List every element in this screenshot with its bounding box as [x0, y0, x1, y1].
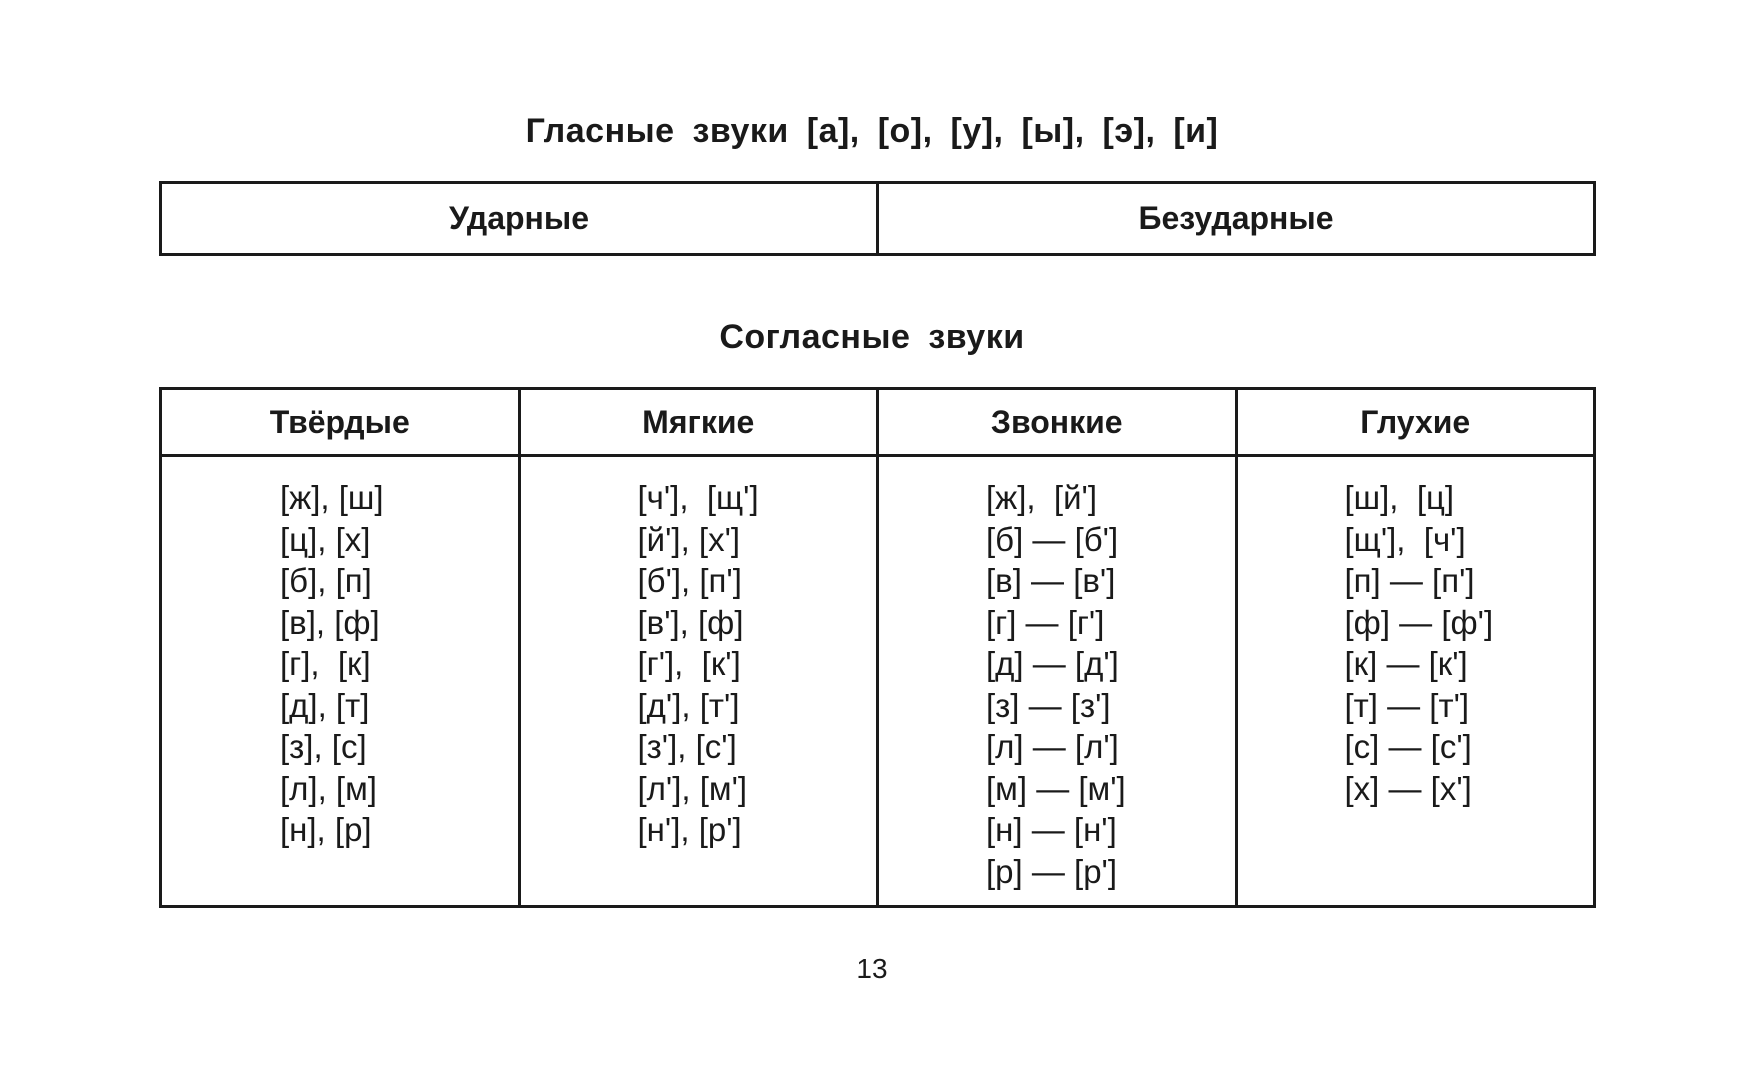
sound-pair: [х] — [х']	[1344, 769, 1472, 807]
sound-pair: [р] — [р']	[986, 852, 1118, 890]
soft-column	[519, 456, 878, 907]
sound-pair: [ц], [х]	[280, 520, 371, 558]
consonants-body-row	[161, 456, 1595, 907]
voiced-column	[878, 456, 1237, 907]
sound-pair: [ф] — [ф']	[1344, 603, 1494, 641]
sound-pair: [г], [к]	[280, 645, 371, 682]
sound-pair: [ч'], [щ']	[637, 479, 759, 516]
sound-pair: [л] — [л']	[986, 728, 1119, 765]
sound-pair: [в'], [ф]	[637, 603, 744, 641]
sound-pair: [ж], [ш]	[280, 479, 384, 516]
sound-pair: [п] — [п']	[1344, 562, 1475, 599]
consonants-header-row	[161, 389, 1595, 456]
sound-pair: [б] — [б']	[986, 520, 1119, 558]
header-unstressed: Безударные	[878, 183, 1595, 255]
sound-pair: [й'], [х']	[637, 520, 741, 558]
sound-pair: [з'], [с']	[637, 728, 737, 765]
sound-pair: [б'], [п']	[637, 562, 742, 599]
header-stressed: Ударные	[161, 183, 878, 255]
soft-list	[521, 477, 877, 851]
header-voiced: Звонкие	[878, 389, 1237, 456]
sound-pair: [ш], [ц]	[1344, 479, 1455, 516]
sound-pair: [б], [п]	[280, 562, 372, 599]
sound-pair: [г'], [к']	[637, 645, 741, 682]
page-number: 13	[856, 953, 888, 984]
header-hard: Твёрдые	[161, 389, 520, 456]
voiceless-list	[1238, 477, 1594, 809]
sound-pair: [щ'], [ч']	[1344, 520, 1466, 558]
sound-pair: [д] — [д']	[986, 645, 1119, 682]
sound-pair: [н] — [н']	[986, 811, 1117, 848]
sound-pair: [л], [м]	[280, 769, 377, 807]
sound-pair: [ж], [й']	[986, 479, 1097, 516]
sound-pair: [д'], [т']	[637, 686, 740, 724]
sound-pair: [в], [ф]	[280, 603, 380, 641]
sound-pair: [м] — [м']	[986, 769, 1126, 807]
sound-pair: [н], [р]	[280, 811, 372, 848]
vowels-table	[159, 181, 1596, 256]
sound-pair: [з], [с]	[280, 728, 367, 765]
consonants-table	[159, 387, 1596, 908]
sound-pair: [г] — [г']	[986, 603, 1105, 641]
sound-pair: [с] — [с']	[1344, 728, 1472, 765]
sound-pair: [н'], [р']	[637, 811, 742, 848]
hard-column	[161, 456, 520, 907]
header-soft: Мягкие	[519, 389, 878, 456]
voiceless-column	[1236, 456, 1595, 907]
header-voiceless: Глухие	[1236, 389, 1595, 456]
vowels-title: Гласные звуки [а], [о], [у], [ы], [э], [и]	[525, 112, 1219, 150]
sound-pair: [т] — [т']	[1344, 686, 1470, 724]
sound-pair: [к] — [к']	[1344, 645, 1468, 682]
voiced-list	[879, 477, 1235, 892]
sound-pair: [д], [т]	[280, 686, 370, 724]
hard-list	[162, 477, 518, 851]
vowels-header-row	[161, 183, 1595, 255]
sound-pair: [л'], [м']	[637, 769, 748, 807]
sound-pair: [з] — [з']	[986, 686, 1111, 724]
sound-pair: [в] — [в']	[986, 562, 1116, 599]
consonants-title: Согласные звуки	[719, 318, 1025, 356]
